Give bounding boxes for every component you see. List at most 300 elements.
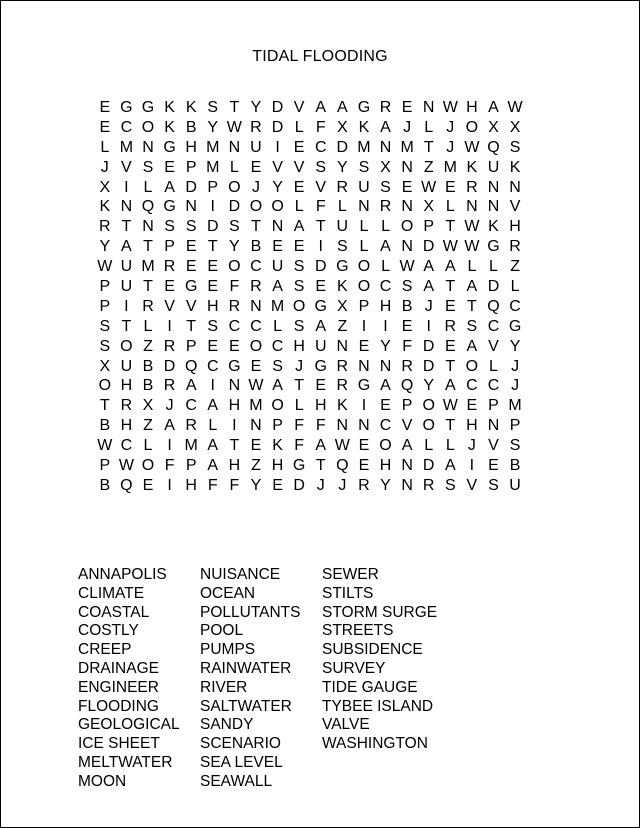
- grid-letter: R: [99, 218, 111, 236]
- word-list-item: NUISANCE: [200, 566, 281, 583]
- grid-letter: G: [120, 99, 133, 116]
- grid-letter: E: [358, 437, 370, 455]
- grid-letter: L: [359, 218, 369, 236]
- grid-letter: T: [315, 218, 326, 236]
- grid-letter: X: [509, 118, 521, 136]
- grid-letter: H: [185, 138, 197, 156]
- grid-letter: N: [358, 417, 370, 435]
- grid-letter: A: [380, 377, 391, 395]
- grid-letter: E: [315, 278, 327, 296]
- grid-letter: V: [401, 417, 413, 435]
- grid-letter: O: [357, 258, 371, 276]
- grid-letter: U: [120, 357, 133, 375]
- word-list-item: SURVEY: [322, 659, 386, 677]
- grid-letter: B: [250, 238, 262, 256]
- grid-letter: P: [488, 397, 499, 415]
- grid-letter: P: [99, 278, 111, 296]
- grid-letter: E: [207, 258, 219, 276]
- grid-letter: T: [315, 457, 326, 475]
- grid-row: [94, 337, 526, 357]
- grid-row: [94, 138, 526, 158]
- grid-letter: M: [184, 437, 198, 455]
- word-list-item: TIDE GAUGE: [322, 678, 418, 696]
- grid-letter: N: [120, 198, 133, 216]
- grid-letter: E: [358, 337, 370, 355]
- grid-letter: G: [487, 238, 500, 256]
- grid-letter: Y: [380, 337, 391, 355]
- grid-letter: R: [163, 258, 176, 276]
- grid-letter: G: [184, 278, 198, 296]
- grid-letter: S: [142, 158, 154, 176]
- grid-row: [94, 237, 526, 257]
- grid-letter: G: [141, 99, 155, 116]
- grid-letter: N: [401, 457, 413, 475]
- grid-letter: Y: [229, 238, 240, 256]
- grid-letter: X: [142, 397, 154, 415]
- grid-letter: N: [401, 198, 413, 216]
- word-list-item: STILTS: [322, 584, 374, 602]
- grid-letter: N: [250, 417, 262, 435]
- grid-letter: V: [164, 297, 175, 315]
- grid-letter: S: [358, 158, 370, 176]
- grid-letter: O: [228, 258, 241, 276]
- grid-letter: A: [401, 437, 413, 455]
- grid-letter: E: [250, 158, 262, 176]
- grid-letter: E: [207, 337, 219, 355]
- grid-letter: J: [467, 437, 476, 455]
- grid-letter: R: [336, 377, 349, 395]
- grid-letter: T: [186, 317, 197, 335]
- word-list-item: CREEP: [78, 641, 132, 659]
- grid-letter: S: [293, 317, 305, 335]
- word-list-item: SCENARIO: [200, 735, 281, 753]
- word-list-item: COASTAL: [78, 603, 150, 621]
- grid-letter: O: [422, 417, 435, 435]
- grid-letter: W: [442, 397, 458, 415]
- grid-letter: W: [421, 178, 437, 196]
- grid-letter: T: [143, 278, 153, 296]
- grid-letter: R: [163, 337, 176, 355]
- grid-letter: D: [422, 238, 435, 256]
- grid-letter: O: [228, 178, 241, 196]
- grid-letter: Q: [487, 138, 500, 156]
- word-list-item: STREETS: [322, 622, 394, 640]
- grid-letter: T: [251, 218, 261, 236]
- grid-letter: A: [466, 337, 478, 355]
- grid-letter: H: [120, 377, 133, 395]
- grid-letter: E: [444, 337, 456, 355]
- grid-letter: S: [444, 476, 456, 494]
- grid-letter: R: [422, 476, 435, 494]
- grid-letter: S: [336, 238, 348, 256]
- grid-letter: V: [315, 178, 327, 196]
- page-title: TIDAL FLOODING: [252, 48, 388, 65]
- grid-letter: M: [270, 297, 285, 315]
- grid-letter: B: [509, 457, 521, 475]
- grid-letter: R: [401, 357, 413, 375]
- grid-row: [94, 416, 526, 436]
- grid-letter: X: [99, 178, 111, 196]
- grid-letter: V: [509, 198, 521, 216]
- grid-letter: G: [228, 357, 241, 375]
- grid-letter: Q: [184, 357, 198, 375]
- grid-letter: Z: [337, 317, 348, 335]
- grid-letter: E: [401, 99, 413, 116]
- grid-letter: Y: [380, 476, 391, 494]
- grid-letter: E: [142, 476, 154, 494]
- grid-letter: Y: [509, 337, 521, 355]
- grid-letter: I: [275, 138, 280, 156]
- grid-letter: L: [294, 397, 304, 415]
- grid-letter: S: [207, 99, 219, 116]
- grid-letter: F: [229, 476, 240, 494]
- grid-letter: X: [99, 357, 111, 375]
- grid-letter: Q: [120, 476, 133, 494]
- grid-letter: Y: [99, 238, 111, 256]
- grid-letter: L: [467, 258, 477, 276]
- grid-letter: X: [336, 297, 348, 315]
- word-list-item: STORM SURGE: [322, 603, 438, 621]
- grid-letter: W: [226, 118, 242, 136]
- grid-letter: H: [466, 99, 478, 116]
- grid-letter: V: [272, 158, 283, 176]
- grid-letter: E: [272, 476, 283, 494]
- grid-letter: S: [229, 218, 240, 236]
- grid-letter: R: [379, 198, 392, 216]
- grid-letter: S: [272, 357, 283, 375]
- grid-letter: H: [379, 457, 392, 475]
- grid-row: [94, 357, 526, 377]
- grid-letter: S: [99, 337, 111, 355]
- grid-letter: L: [424, 437, 434, 455]
- grid-letter: Z: [510, 258, 520, 276]
- grid-letter: X: [423, 198, 435, 216]
- grid-letter: A: [121, 238, 132, 256]
- grid-letter: T: [423, 138, 434, 156]
- grid-letter: A: [466, 278, 478, 296]
- grid-letter: A: [380, 118, 391, 136]
- grid-letter: A: [488, 99, 499, 116]
- grid-letter: K: [185, 99, 197, 116]
- grid-letter: J: [446, 118, 455, 136]
- grid-letter: J: [251, 178, 260, 196]
- grid-letter: G: [314, 357, 327, 375]
- grid-letter: S: [293, 278, 305, 296]
- grid-letter: A: [272, 278, 283, 296]
- grid-letter: C: [250, 258, 262, 276]
- word-list-column-2: [200, 566, 301, 792]
- word-list-item: SUBSIDENCE: [322, 641, 423, 659]
- grid-letter: W: [399, 258, 415, 276]
- grid-letter: Y: [207, 118, 219, 136]
- grid-letter: M: [206, 158, 220, 176]
- grid-letter: U: [250, 138, 262, 156]
- grid-letter: C: [120, 437, 133, 455]
- grid-letter: N: [509, 178, 521, 196]
- grid-letter: Z: [423, 158, 434, 176]
- word-list-item: ICE SHEET: [78, 735, 160, 753]
- grid-letter: E: [444, 297, 456, 315]
- grid-letter: C: [314, 138, 327, 156]
- grid-letter: N: [336, 337, 349, 355]
- grid-letter: C: [271, 337, 284, 355]
- grid-letter: L: [359, 238, 369, 256]
- grid-letter: Q: [487, 297, 500, 315]
- grid-letter: H: [314, 397, 327, 415]
- grid-letter: N: [379, 357, 392, 375]
- grid-letter: O: [98, 377, 112, 395]
- grid-letter: X: [488, 118, 499, 136]
- grid-letter: T: [445, 218, 456, 236]
- grid-letter: E: [401, 178, 413, 196]
- grid-letter: I: [210, 198, 215, 216]
- grid-letter: N: [401, 476, 413, 494]
- grid-letter: L: [489, 258, 498, 276]
- grid-letter: A: [185, 377, 197, 395]
- grid-letter: J: [511, 377, 520, 395]
- grid-letter: O: [249, 198, 263, 216]
- grid-letter: D: [422, 337, 435, 355]
- grid-letter: D: [314, 258, 327, 276]
- grid-row: [94, 257, 526, 277]
- word-list-item: MELTWATER: [78, 753, 173, 771]
- grid-letter: A: [207, 437, 219, 455]
- grid-letter: F: [402, 337, 412, 355]
- grid-letter: D: [163, 357, 176, 375]
- word-list-item: CLIMATE: [78, 584, 145, 602]
- grid-letter: C: [206, 357, 219, 375]
- grid-letter: H: [271, 457, 284, 475]
- grid-letter: I: [469, 457, 475, 475]
- grid-letter: I: [232, 417, 237, 435]
- grid-letter: U: [336, 218, 349, 236]
- grid-letter: J: [446, 138, 455, 156]
- grid-letter: D: [271, 118, 284, 136]
- grid-letter: W: [97, 258, 113, 276]
- grid-letter: D: [206, 218, 219, 236]
- grid-letter: B: [99, 476, 111, 494]
- grid-letter: U: [271, 258, 284, 276]
- word-list-column-3: [322, 566, 437, 754]
- grid-letter: Q: [400, 377, 414, 395]
- grid-letter: D: [185, 178, 197, 196]
- grid-letter: N: [250, 297, 262, 315]
- grid-letter: N: [401, 158, 413, 176]
- grid-letter: K: [336, 397, 348, 415]
- grid-letter: R: [142, 297, 154, 315]
- grid-letter: L: [143, 437, 153, 455]
- grid-letter: T: [445, 357, 456, 375]
- grid-row: [94, 277, 526, 297]
- grid-letter: D: [228, 198, 241, 216]
- grid-letter: E: [488, 457, 499, 475]
- grid-letter: M: [357, 138, 371, 156]
- grid-letter: B: [142, 377, 154, 395]
- grid-letter: F: [315, 417, 326, 435]
- grid-letter: M: [141, 258, 155, 276]
- grid-letter: N: [142, 218, 154, 236]
- grid-letter: N: [336, 417, 349, 435]
- grid-letter: N: [466, 198, 478, 216]
- grid-letter: P: [185, 457, 197, 475]
- grid-letter: S: [380, 178, 391, 196]
- grid-letter: L: [143, 317, 153, 335]
- grid-letter: R: [250, 118, 262, 136]
- grid-letter: G: [163, 198, 176, 216]
- grid-letter: S: [207, 317, 219, 335]
- grid-letter: U: [120, 278, 133, 296]
- grid-letter: T: [294, 377, 305, 395]
- grid-letter: N: [271, 218, 284, 236]
- grid-letter: A: [293, 218, 305, 236]
- word-list-item: FLOODING: [78, 697, 159, 715]
- grid-letter: U: [509, 476, 521, 494]
- grid-letter: E: [444, 178, 456, 196]
- grid-letter: W: [442, 238, 458, 256]
- grid-letter: L: [273, 317, 282, 335]
- grid-letter: R: [509, 238, 521, 256]
- grid-letter: R: [336, 178, 349, 196]
- grid-letter: N: [487, 178, 500, 196]
- grid-letter: J: [511, 357, 520, 375]
- grid-letter: C: [379, 417, 392, 435]
- grid-letter: O: [141, 457, 155, 475]
- grid-letter: Q: [141, 198, 155, 216]
- grid-letter: W: [334, 437, 350, 455]
- grid-letter: O: [249, 337, 263, 355]
- grid-letter: E: [272, 238, 283, 256]
- grid-letter: K: [336, 278, 348, 296]
- grid-letter: S: [185, 218, 197, 236]
- grid-letter: L: [208, 417, 218, 435]
- word-list-item: TYBEE ISLAND: [322, 697, 434, 715]
- grid-letter: Z: [143, 417, 153, 435]
- grid-letter: M: [443, 158, 457, 176]
- grid-letter: I: [361, 397, 367, 415]
- grid-letter: G: [336, 258, 349, 276]
- grid-letter: W: [118, 457, 134, 475]
- grid-letter: X: [380, 158, 391, 176]
- grid-letter: L: [294, 198, 304, 216]
- grid-letter: L: [143, 178, 153, 196]
- grid-row: [94, 476, 526, 496]
- grid-letter: U: [120, 258, 133, 276]
- grid-letter: A: [207, 457, 219, 475]
- grid-letter: T: [121, 317, 132, 335]
- word-list-item: COSTLY: [78, 622, 139, 640]
- grid-row: [94, 118, 526, 138]
- grid-letter: G: [508, 317, 522, 335]
- grid-letter: E: [99, 99, 111, 116]
- grid-letter: L: [445, 198, 455, 216]
- grid-letter: W: [97, 437, 113, 455]
- grid-letter: I: [124, 297, 129, 315]
- grid-letter: T: [207, 238, 218, 256]
- grid-letter: R: [228, 297, 241, 315]
- grid-letter: S: [488, 476, 499, 494]
- grid-letter: Y: [250, 99, 262, 116]
- grid-row: [94, 297, 526, 317]
- grid-letter: C: [120, 118, 133, 136]
- grid-letter: O: [292, 297, 306, 315]
- grid-letter: C: [379, 278, 392, 296]
- grid-letter: N: [422, 99, 435, 116]
- grid-letter: C: [228, 317, 241, 335]
- grid-letter: Y: [336, 158, 348, 176]
- grid-letter: E: [250, 437, 262, 455]
- grid-letter: A: [444, 457, 456, 475]
- grid-letter: H: [185, 476, 197, 494]
- grid-letter: V: [121, 158, 132, 176]
- grid-letter: E: [250, 357, 262, 375]
- grid-letter: I: [383, 317, 388, 335]
- grid-letter: K: [509, 158, 521, 176]
- word-list-item: PUMPS: [200, 641, 256, 659]
- grid-letter: S: [509, 138, 521, 156]
- word-list-item: RAINWATER: [200, 659, 292, 677]
- word-list-item: DRAINAGE: [78, 659, 159, 677]
- grid-letter: B: [99, 417, 111, 435]
- grid-letter: I: [167, 476, 172, 494]
- grid-letter: E: [164, 278, 175, 296]
- grid-letter: W: [507, 99, 523, 116]
- grid-letter: E: [164, 158, 175, 176]
- grid-letter: J: [100, 158, 109, 176]
- grid-letter: H: [466, 417, 478, 435]
- grid-letter: L: [100, 138, 110, 156]
- grid-letter: A: [315, 99, 327, 116]
- grid-row: [94, 396, 526, 416]
- grid-letter: O: [422, 397, 435, 415]
- grid-letter: P: [401, 397, 413, 415]
- grid-letter: I: [124, 178, 129, 196]
- grid-letter: F: [207, 476, 218, 494]
- grid-letter: S: [293, 258, 305, 276]
- grid-letter: B: [142, 357, 154, 375]
- grid-letter: W: [248, 377, 264, 395]
- grid-letter: T: [445, 417, 456, 435]
- grid-letter: S: [164, 218, 175, 236]
- grid-letter: M: [400, 138, 414, 156]
- grid-letter: A: [444, 258, 456, 276]
- grid-letter: D: [487, 278, 500, 296]
- grid-letter: R: [250, 278, 262, 296]
- word-list-item: SEA LEVEL: [200, 753, 283, 771]
- grid-letter: E: [185, 258, 197, 276]
- grid-letter: R: [336, 357, 349, 375]
- grid-letter: V: [466, 476, 478, 494]
- word-list-item: ENGINEER: [78, 678, 159, 696]
- grid-letter: M: [249, 397, 263, 415]
- grid-row: [94, 197, 526, 217]
- grid-letter: T: [229, 99, 240, 116]
- grid-letter: G: [163, 138, 176, 156]
- word-list-item: SEAWALL: [200, 772, 273, 790]
- grid-letter: K: [164, 118, 175, 136]
- grid-letter: P: [509, 417, 521, 435]
- grid-letter: A: [164, 417, 175, 435]
- grid-letter: C: [487, 377, 500, 395]
- grid-letter: J: [295, 357, 304, 375]
- grid-letter: I: [167, 317, 172, 335]
- word-list-item: RIVER: [200, 678, 248, 696]
- grid-letter: A: [336, 99, 348, 116]
- grid-letter: K: [99, 198, 111, 216]
- grid-letter: K: [466, 158, 478, 176]
- word-list-item: WASHINGTON: [322, 735, 428, 753]
- grid-letter: V: [293, 99, 305, 116]
- grid-letter: R: [120, 397, 133, 415]
